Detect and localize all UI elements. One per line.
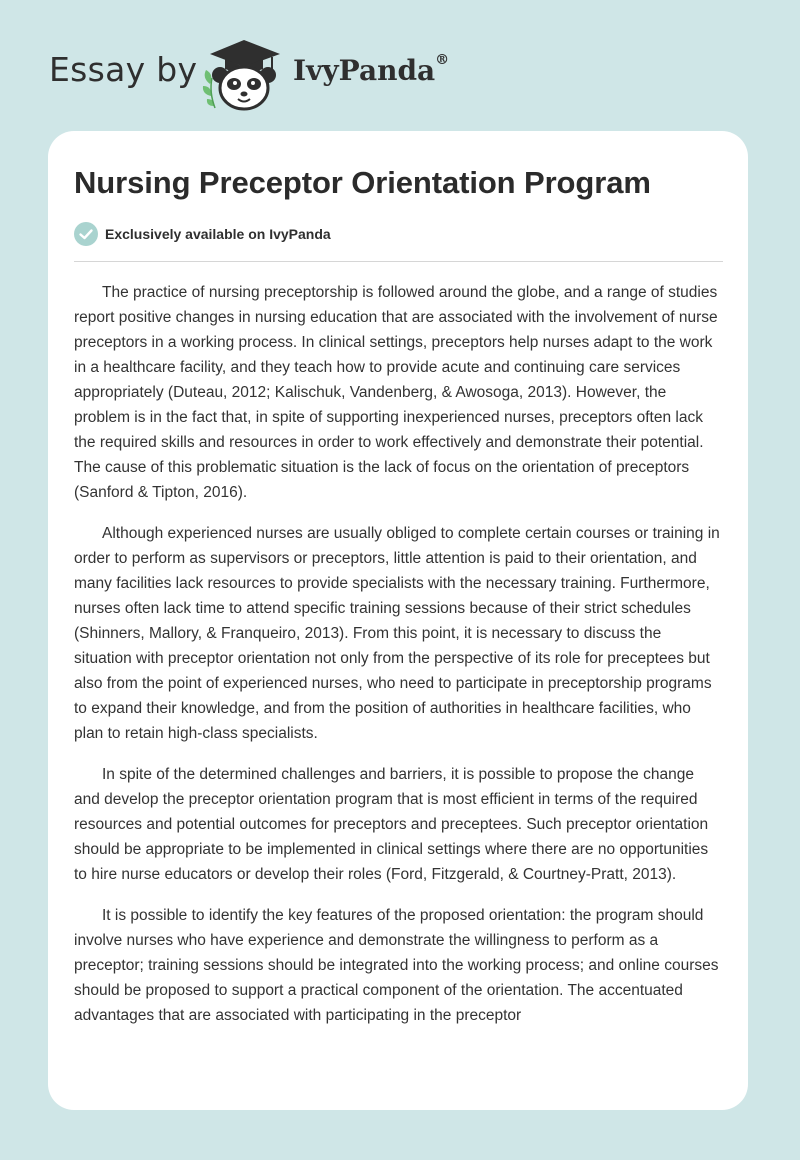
registered-mark: ® (435, 52, 450, 68)
essay-paragraph: Although experienced nurses are usually obliged to complete certain courses or training in order to perform as supervisors or preceptors, little attention is paid to their orientation, and many facilities lack resources to provide specialists with the necessary training. Furthermore, nurses often lack time to attend specific training sessions because of their strict schedules (Shinners, Mallory, & Franqueiro, 2013). From this point, it is necessary to discuss the situation with preceptor orientation not only from the perspective of its role for preceptees but also from the point of experienced nurses, who need to participate in preceptorship programs to expand their knowledge, and from the position of authorities in healthcare facilities, who plan to retain high-class specialists. (74, 525, 720, 742)
exclusive-badge-text: Exclusively available on IvyPanda (105, 226, 331, 242)
essay-paragraph: The practice of nursing preceptorship is followed around the globe, and a range of studies report positive changes in nursing education that are associated with the involvement of nurse preceptors in a working process. In clinical settings, preceptors help nurses adapt to the work in a healthcare facility, and they teach how to provide acute and continuing care services appropriately (Duteau, 2012; Kalischuk, Vandenberg, & Awosoga, 2013). However, the problem is in the fact that, in spite of supporting inexperienced nurses, preceptors often lack the required skills and resources in order to work effectively and demonstrate their potential. The cause of this problematic situation is the lack of focus on the orientation of preceptors (Sanford & Tipton, 2016). (74, 284, 718, 501)
essay-by-label: Essay by (49, 50, 198, 89)
panda-logo-icon (200, 36, 286, 112)
essay-body (74, 280, 722, 1044)
brand-name-text: IvyPanda (293, 54, 436, 87)
site-header (0, 0, 800, 130)
essay-paragraph: It is possible to identify the key features of the proposed orientation: the program should involve nurses who have experience and demonstrate the willingness to perform as a preceptor; training sessions should be integrated into the working process; and online courses should be proposed to support a practical component of the orientation. The accentuated advantages that are associated with participating in the preceptor (74, 907, 719, 1024)
essay-title: Nursing Preceptor Orientation Program (74, 165, 651, 200)
essay-paragraph: In spite of the determined challenges and barriers, it is possible to propose the change and develop the preceptor orientation program that is most efficient in terms of the required resources and potential outcomes for preceptors and preceptees. Such preceptor orientation should be appropriate to be implemented in clinical settings where there are no opportunities to hire nurse educators or develop their roles (Ford, Fitzgerald, & Courtney-Pratt, 2013). (74, 766, 709, 883)
check-circle-icon (74, 222, 98, 246)
exclusive-badge (74, 222, 331, 246)
essay-card (48, 131, 748, 1110)
title-divider (74, 261, 723, 262)
ivypanda-wordmark[interactable] (293, 54, 449, 87)
